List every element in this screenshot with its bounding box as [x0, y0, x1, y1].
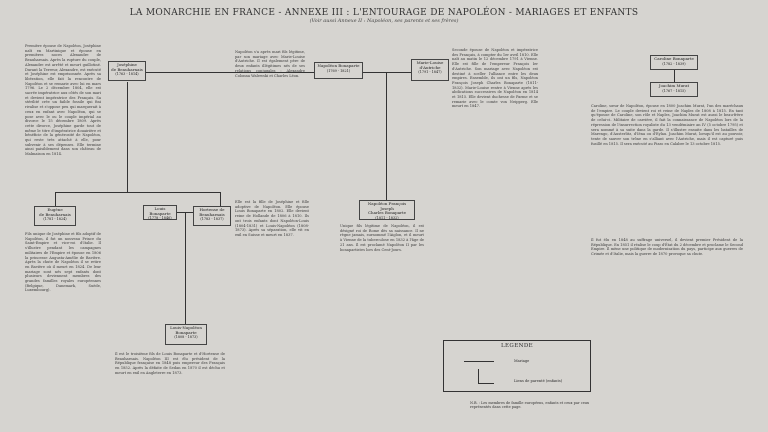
footnote: N.B. : Les membres de famille européens, enfants et ceux par ceux représentés dans cette page.	[470, 401, 589, 410]
louis-napoleon-line2: Bonaparte	[175, 329, 197, 335]
legend-marriage-line	[464, 361, 494, 362]
text-louis-napoleon: Il est le troisième fils de Louis Bonaparte et d'Hortense de Beauharnais. Napoléon III est élu président de la République française en 1848 puis empereur des Français en 1852. Après la défaite de Sedan en 1870 il est déchu et meurt en exil en Angleterre en 1873.	[115, 352, 225, 375]
eugene-name: Eugène	[47, 207, 63, 212]
box-napoleon-ii	[359, 200, 415, 220]
text-eugene: Fils unique de Joséphine et fils adoptif de Napoléon, il fut un nouveau Prince du Saint-Empire et vice-roi d'Italie. Il s'illustre pendant les campagnes militaires de l'Empire et épouse en 1806 la princesse Augusta-Amélie de Bavière. Après la chute de Napoléon il se retire en Bavière où il meurt en 1824. De leur mariage sont nés sept enfants dont plusieurs deviennent membres des grandes familles royales européennes (Belgique, Danemark, Suède, Luxembourg).	[25, 232, 101, 293]
text-josephine: Première épouse de Napoléon, Joséphine naît en Martinique et épouse en premières noces Alexandre de Beauharnais. Après la rupture du couple, Alexandre est arrêté et meurt guillotiné. Durant la Terreur, Alexandre, est exécuté et Joséphine est emprisonnée. Après sa libération, elle fait la rencontre de Napoléon et se remarie avec lui en mars 1796. Le 2 décembre 1804, elle est sacrée impératrice aux côtés de son mari et devient impératrice des Français. Sa stérilité crée un faible fossile qui fini rivalise et s'oppose peu qui marquerait à ceux en enfant avec Napoléon, qui se pose avec le ou le couple impérial au divorce le 15 décembre 1809. Après cette divorce, Joséphine garde tout de même le titre d'impératrice douairière et bénéficie de la générosité de Napoléon, qui reste très attaché à elle, pour subvenir à ses dépenses. Elle termine ainsi paisiblement dans son château de Malmaison en 1814.	[25, 44, 101, 157]
caroline-dates: (1782 - 1839)	[662, 61, 686, 66]
text-napoleon-ii: Unique fils légitime de Napoléon, il est désigné roi de Rome dès sa naissance. Il ne règne jamais, surnommé l'Aiglon, et il meurt à Vienne de la tuberculose en 1832 à l'âge de 21 ans. Il est proclamé Napoléon II par les bonapartistes lors des Cent-Jours.	[340, 224, 424, 252]
text-napoleon-iii: Il fut élu en 1848 au suffrage universel, il devient premier Président de la République. En 1851 il réalise le coup d'État du 2 décembre et proclame le Second Empire. Il mène une politique de modernisation du pays, participe aux guerres de Crimée et d'Italie, mais la guerre de 1870 provoque sa chute.	[591, 238, 743, 257]
eugene-line2: de Beauharnais	[39, 211, 71, 217]
napoleon-son-vline	[386, 72, 387, 200]
marie-louise-line2: d'Autriche	[419, 64, 441, 70]
napoleon-name: Napoléon Bonaparte	[317, 63, 360, 68]
joachim-dates: (1767 - 1815)	[662, 88, 686, 93]
box-louis-napoleon	[165, 324, 207, 345]
page-subtitle: (Voir aussi Annexe II : Napoléon, ses parents et ses frères)	[309, 18, 459, 24]
caroline-name: Caroline Bonaparte	[654, 56, 694, 61]
louis-name: Louis Bonaparte	[149, 206, 171, 216]
hortense-name: Hortense de	[199, 207, 225, 212]
louis-dates: (1778 - 1846)	[148, 216, 172, 221]
text-napoleon-children: Napoléon s'a après mari fils légitime, par son mariage avec Marie-Louise d'Autriche. Il est également père de deux enfants illégitimes nés de ses relations conjugales : Alexandre Colonna Walewski et Charles Léon.	[235, 50, 305, 78]
box-louis	[143, 205, 177, 220]
napoleon-ii-name: Napoléon François Joseph	[367, 201, 407, 211]
legend-title: LEGENDE	[500, 343, 534, 349]
hortense-drop-line	[220, 192, 221, 206]
marie-louise-name: Marie-Louise	[416, 60, 444, 65]
marie-louise-dates: (1791 - 1847)	[418, 70, 442, 75]
napoleon-marielouise-line	[363, 72, 411, 73]
louis-napoleon-name: Louis-Napoléon	[170, 325, 202, 330]
box-josephine	[108, 61, 146, 81]
hortense-dates: (1783 - 1837)	[200, 217, 224, 222]
josephine-dates: (1763 - 1814)	[115, 72, 139, 77]
page-title: LA MONARCHIE EN FRANCE - ANNEXE III : L'ENTOURAGE DE NAPOLÉON - MARIAGES ET ENFANTS	[129, 8, 639, 18]
text-marie-louise: Seconde épouse de Napoléon et impératrice des Français, à compter du 1er avril 1810. Elle naît au matin le 12 décembre 1791 à Vienne. Elle est fille de l'empereur François Ier d'Autriche. Son mariage avec Napoléon est destiné à sceller l'alliance entre les deux empires. Ensemble, ils ont un fils, Napoléon François Joseph Charles Bonaparte (1811-1832). Marie-Louise rentre à Vienne après les abdications successives de Napoléon en 1814 et 1815. Elle devient duchesse de Parme et se remarie avec le comte von Neipperg. Elle meurt en 1847.	[452, 48, 538, 109]
louis-hortense-child-line	[185, 212, 186, 324]
box-eugene	[34, 206, 76, 226]
josephine-line2: de Beauharnais	[111, 66, 143, 72]
louis-napoleon-dates: (1808 - 1873)	[174, 335, 198, 340]
eugene-dates: (1781 - 1824)	[43, 217, 67, 222]
josephine-name: Joséphine	[117, 62, 137, 67]
box-hortense	[193, 206, 231, 226]
legend	[443, 340, 591, 392]
caroline-joachim-line	[674, 70, 675, 82]
napoleon-ii-dates: (1811 - 1832)	[375, 215, 399, 220]
josephine-children-vline	[127, 82, 128, 192]
legend-children-hline	[478, 383, 494, 384]
legend-marriage-label: Mariage	[514, 359, 530, 363]
eugene-drop-line	[55, 192, 56, 206]
text-hortense: Elle est la fille de Joséphine et fille adoptive de Napoléon. Elle épouse Louis Bonaparte en 1802. Elle devient reine de Hollande de 1806 à 1810. Ils ont trois enfants dont Napoléon-Louis (1804-1831) et Louis-Napoléon (1808-1873). Après sa séparation, elle vit en exil en Suisse et meurt en 1837.	[235, 200, 309, 237]
box-caroline	[650, 55, 698, 70]
box-joachim	[650, 82, 698, 97]
box-marie-louise	[411, 59, 449, 81]
legend-children-line	[478, 369, 479, 383]
joachim-name: Joachim Murat	[658, 83, 690, 88]
napoleon-ii-line2: Charles Bonaparte	[367, 210, 407, 216]
hortense-line2: Beauharnais	[199, 211, 225, 217]
legend-children-label: Liens de parenté (enfants)	[514, 379, 563, 383]
text-caroline-murat: Caroline, sœur de Napoléon, épouse en 1800 Joachim Murat, l'un des maréchaux de l'empire. Le couple devient roi et reine de Naples de 1808 à 1815. En tant qu'épouse de Caroline, son rôle et Naples, Joachim Murat est aussi le beau-frère de celui-ci. Militaire de carrière, il fait la connaissance de Napoléon lors de la répression de l'insurrection royaliste du 13 vendémiaire an IV (5 octobre 1795) et sera nommé à sa suite dans la garde. Il s'illustre ensuite dans les batailles de Marengo, d'Austerlitz, d'Iéna ou d'Eylau. Joachim Murat, lorsqu'il est au pouvoir, tente de sauver son trône en s'alliant avec l'Autriche, mais il est capturé puis fusillé en 1815. Il sera exécuté au Pizzo en Calabre le 13 octobre 1815.	[591, 104, 743, 146]
napoleon-dates: (1769 - 1821)	[326, 68, 351, 73]
box-napoleon	[314, 62, 363, 79]
